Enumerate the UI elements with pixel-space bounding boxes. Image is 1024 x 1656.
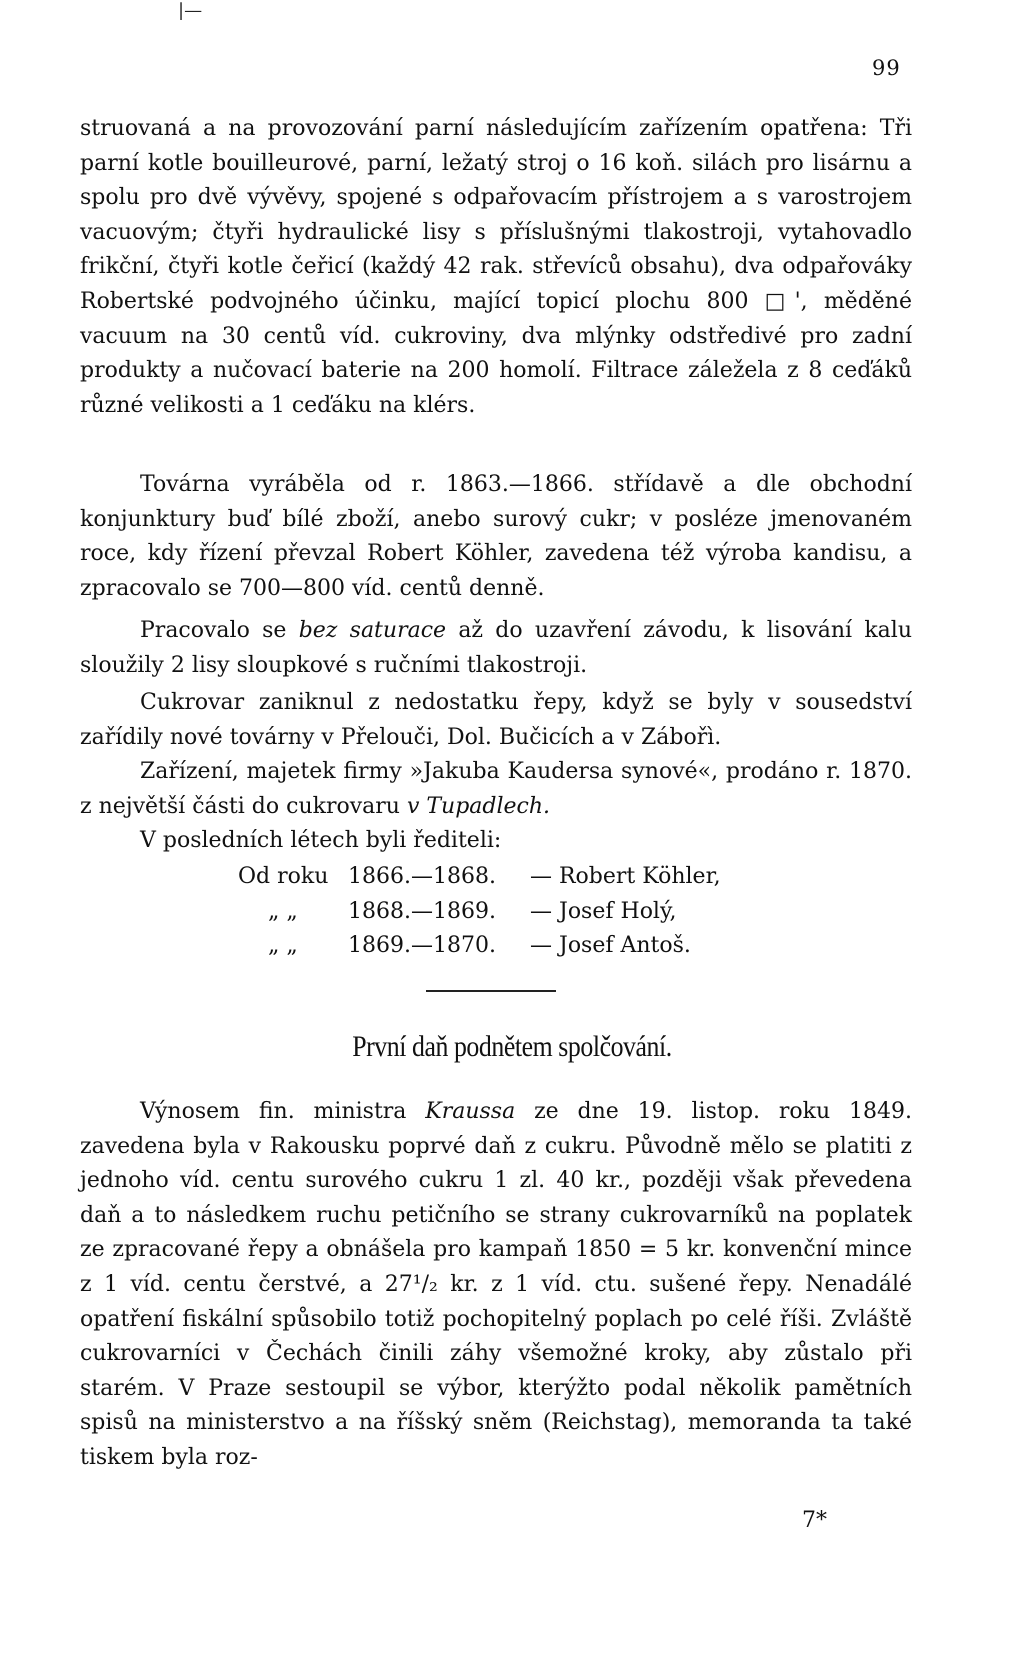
director-row bbox=[238, 929, 721, 964]
paragraph-text-pre: Pracovalo se bbox=[140, 618, 299, 643]
paragraph-text: Cukrovar zaniknul z nedostatku řepy, když se byly v sousedství zařídily nové továrny v Přelouči, Dol. Bučicích a v Zábořì. bbox=[80, 690, 912, 750]
emphasis-text: v Tupadlech. bbox=[406, 793, 551, 819]
paragraph-text-post: až do uzavření závodu, k lisování kalu sloužily 2 lisy sloupkové s ručními tlakostroji. bbox=[80, 618, 913, 678]
director-from: „ „ bbox=[268, 933, 298, 959]
paragraph-text-pre: Zařízení, majetek firmy »Jakuba Kaudersa synové«, prodáno r. 1870. z největší části do cukrovaru bbox=[80, 759, 912, 819]
emphasis-text: bez saturace bbox=[298, 618, 447, 643]
paragraph-saturation bbox=[80, 614, 912, 684]
director-name: — Josef Holý, bbox=[530, 898, 677, 924]
director-years: 1866.—1868. bbox=[348, 864, 496, 889]
paragraph-equipment bbox=[80, 112, 912, 452]
page-number: 99 bbox=[872, 56, 901, 80]
paragraph-directors-intro bbox=[80, 824, 912, 858]
paragraph-text: struovaná a na provozování parní následujícím zařízením opatřena: Tři parní kotle bouilleurové, parní, ležatý stroj o 16 koň. silách pro lisárnu a spolu pro dvě vývěvy, spojené s odpařovacím přístrojem a s varostrojem vacuovým; čtyři hydraulické lisy s příslušnými tlakostroji, vytahovadlo frikční, čtyři kotle čeřicí (každý 42 rak. střevíců obsahu), dva odpařováky Robertské podvojného účinku, mající topicí plochu 800 □', měděné vacuum na 30 centů víd. cukroviny, dva mlýnky odstředivé pro zadní produkty a nučovací baterie na 200 homolí. Filtrace záležela z 8 ceďáků různé velikosti a 1 ceďáku na klérs. bbox=[80, 116, 912, 418]
top-mark: |— bbox=[178, 0, 203, 21]
paragraph-text-post: ze dne 19. listop. roku 1849. zavedena byla v Rakousku poprvé daň z cukru. Původně mělo se platiti z jednoho víd. centu surového cukru 1 zl. 40 kr., později však převedena daň a to následkem ruchu petičního se strany cukrovarníků na poplatek ze zpracované řepy a obnášela pro kampaň 1850 = 5 kr. konvenční mince z 1 víd. centu čerstvé, a 27¹/₂ kr. z 1 víd. ctu. sušené řepy. Nenadálé opatření fiskální spůsobilo totiž pochopitelný poplach po celé říši. Zvláště cukrovarníci v Čechách činili záhy všemožné kroky, aby zůstalo při starém. V Praze sestoupil se výbor, kterýžto podal několik pamětních spisů na ministerstvo a na říšský sněm (Reichstag), memoranda ta také tiskem byla roz- bbox=[80, 1099, 912, 1470]
director-from: Od roku bbox=[238, 864, 329, 889]
section-heading: První daň podnětem spolčování. bbox=[352, 1030, 672, 1063]
director-row bbox=[238, 860, 721, 895]
paragraph-sale bbox=[80, 755, 912, 825]
director-from: „ „ bbox=[268, 898, 298, 924]
emphasis-text: Kraussa bbox=[425, 1099, 516, 1124]
directors-list bbox=[238, 860, 721, 964]
paragraph-text: V posledních létech byli řediteli: bbox=[140, 828, 502, 853]
paragraph-text-pre: Výnosem fin. ministra bbox=[140, 1099, 426, 1124]
director-row bbox=[238, 895, 721, 930]
director-years: 1869.—1870. bbox=[348, 933, 496, 959]
paragraph-production bbox=[80, 468, 912, 608]
paragraph-sugar-tax bbox=[80, 1095, 912, 1491]
paragraph-closure bbox=[80, 686, 912, 756]
paragraph-text: Továrna vyráběla od r. 1863.—1866. střídavě a dle obchodní konjunktury buď bílé zboží, anebo surový cukr; v posléze jmenovaném roce, kdy řízení převzal Robert Köhler, zavedena též výroba kandisu, a zpracovalo se 700—800 víd. centů denně. bbox=[80, 472, 912, 601]
director-name: — Robert Köhler, bbox=[530, 864, 721, 889]
signature-mark: 7* bbox=[802, 1508, 827, 1533]
director-name: — Josef Antoš. bbox=[530, 933, 691, 959]
director-years: 1868.—1869. bbox=[348, 898, 496, 924]
section-divider bbox=[426, 990, 556, 992]
